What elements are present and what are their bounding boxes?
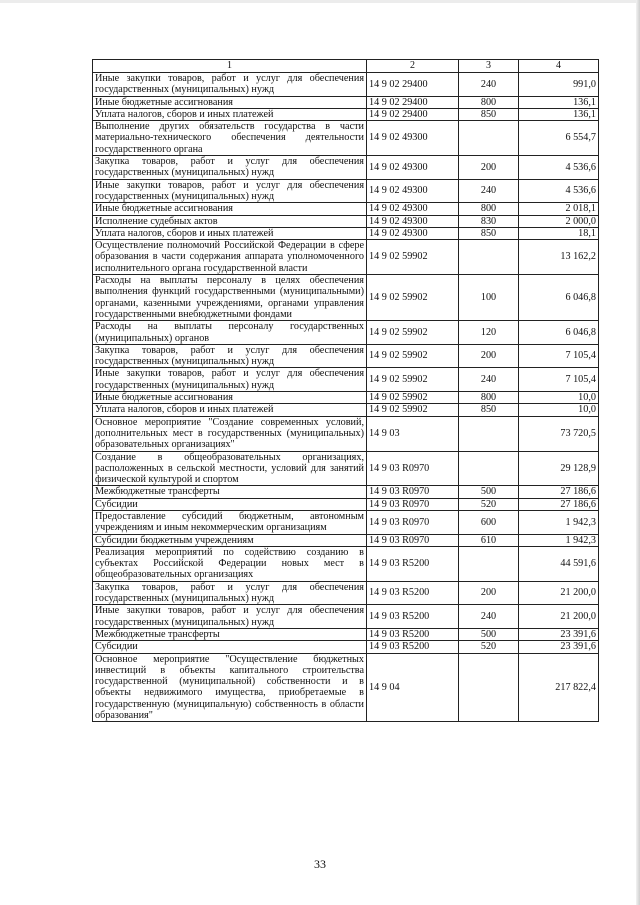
row-code-cell: 14 9 03 R0970 [367,534,459,546]
row-name-cell: Уплата налогов, сборов и иных платежей [93,108,367,120]
row-name-cell: Исполнение судебных актов [93,215,367,227]
row-code-cell: 14 9 02 59902 [367,321,459,345]
row-type-cell: 240 [459,605,519,629]
row-type-cell: 600 [459,510,519,534]
table-row [93,156,599,180]
row-name-cell: Субсидии [93,498,367,510]
table-row [93,628,599,640]
row-code-cell: 14 9 03 R0970 [367,451,459,486]
row-name-cell: Реализация мероприятий по содействию созданию в субъектах Российской Федерации новых мест в общеобразовательных организациях [93,546,367,581]
column-header: 2 [367,60,459,73]
row-code-cell: 14 9 03 R5200 [367,581,459,605]
table-row [93,203,599,215]
row-code-cell: 14 9 02 59902 [367,404,459,416]
table-row [93,510,599,534]
row-type-cell [459,653,519,722]
row-type-cell [459,121,519,156]
row-sum-cell: 6 046,8 [519,321,599,345]
row-code-cell: 14 9 03 R5200 [367,605,459,629]
row-type-cell: 520 [459,641,519,653]
row-code-cell: 14 9 03 R5200 [367,628,459,640]
row-type-cell: 830 [459,215,519,227]
table-row [93,498,599,510]
page-number: 33 [314,857,326,871]
row-sum-cell: 1 942,3 [519,534,599,546]
row-name-cell: Иные закупки товаров, работ и услуг для обеспечения государственных (муниципальных) нужд [93,179,367,203]
row-name-cell: Субсидии бюджетным учреждениям [93,534,367,546]
table-row [93,451,599,486]
row-type-cell: 610 [459,534,519,546]
row-code-cell: 14 9 02 49300 [367,156,459,180]
table-row [93,368,599,392]
row-code-cell: 14 9 02 49300 [367,227,459,239]
row-code-cell: 14 9 02 29400 [367,96,459,108]
table-row [93,275,599,321]
row-sum-cell: 2 000,0 [519,215,599,227]
row-sum-cell: 73 720,5 [519,416,599,451]
table-row [93,240,599,275]
table-row [93,416,599,451]
row-type-cell: 520 [459,498,519,510]
table-row [93,605,599,629]
row-type-cell [459,416,519,451]
table-row [93,546,599,581]
row-sum-cell: 7 105,4 [519,344,599,368]
row-code-cell: 14 9 03 R0970 [367,510,459,534]
row-name-cell: Иные бюджетные ассигнования [93,96,367,108]
row-code-cell: 14 9 02 49300 [367,179,459,203]
row-code-cell: 14 9 03 R5200 [367,641,459,653]
row-type-cell: 850 [459,404,519,416]
row-sum-cell: 44 591,6 [519,546,599,581]
row-name-cell: Межбюджетные трансферты [93,628,367,640]
row-name-cell: Иные закупки товаров, работ и услуг для обеспечения государственных (муниципальных) нужд [93,605,367,629]
row-code-cell: 14 9 02 29400 [367,73,459,97]
row-name-cell: Предоставление субсидий бюджетным, автономным учреждениям и иным некоммерческим организациям [93,510,367,534]
row-code-cell: 14 9 02 59902 [367,344,459,368]
row-name-cell: Субсидии [93,641,367,653]
row-sum-cell: 4 536,6 [519,179,599,203]
row-code-cell: 14 9 02 59902 [367,392,459,404]
row-type-cell [459,451,519,486]
row-code-cell: 14 9 04 [367,653,459,722]
row-code-cell: 14 9 02 49300 [367,121,459,156]
row-code-cell: 14 9 02 49300 [367,203,459,215]
row-name-cell: Иные закупки товаров, работ и услуг для обеспечения государственных (муниципальных) нужд [93,368,367,392]
row-type-cell: 100 [459,275,519,321]
row-name-cell: Выполнение других обязательств государства в части материально-технического обеспечения деятельности государственного органа [93,121,367,156]
row-type-cell: 200 [459,581,519,605]
row-type-cell: 800 [459,392,519,404]
row-sum-cell: 23 391,6 [519,641,599,653]
row-name-cell: Иные бюджетные ассигнования [93,392,367,404]
table-row [93,96,599,108]
row-code-cell: 14 9 02 49300 [367,215,459,227]
row-code-cell: 14 9 02 59902 [367,368,459,392]
budget-table-body [93,60,599,722]
table-row [93,121,599,156]
row-type-cell: 120 [459,321,519,345]
table-row [93,73,599,97]
table-row [93,321,599,345]
row-sum-cell: 10,0 [519,392,599,404]
table-row [93,392,599,404]
row-name-cell: Основное мероприятие "Создание современных условий, дополнительных мест в государственных (муниципальных) образовательных организациях" [93,416,367,451]
row-sum-cell: 13 162,2 [519,240,599,275]
row-type-cell: 240 [459,368,519,392]
row-sum-cell: 7 105,4 [519,368,599,392]
scan-top-edge [0,0,640,3]
row-name-cell: Закупка товаров, работ и услуг для обеспечения государственных (муниципальных) нужд [93,344,367,368]
row-code-cell: 14 9 03 R5200 [367,546,459,581]
row-type-cell: 200 [459,156,519,180]
row-name-cell: Закупка товаров, работ и услуг для обеспечения государственных (муниципальных) нужд [93,581,367,605]
row-name-cell: Иные закупки товаров, работ и услуг для обеспечения государственных (муниципальных) нужд [93,73,367,97]
table-row [93,404,599,416]
row-code-cell: 14 9 03 R0970 [367,486,459,498]
table-header-row [93,60,599,73]
row-name-cell: Закупка товаров, работ и услуг для обеспечения государственных (муниципальных) нужд [93,156,367,180]
row-name-cell: Расходы на выплаты персоналу в целях обеспечения выполнения функций государственными (муниципальными) органами, казенными учреждениями, органами управления государственными внебюджетными фондами [93,275,367,321]
row-type-cell: 240 [459,73,519,97]
row-sum-cell: 6 554,7 [519,121,599,156]
row-type-cell: 500 [459,486,519,498]
row-sum-cell: 23 391,6 [519,628,599,640]
row-sum-cell: 29 128,9 [519,451,599,486]
row-sum-cell: 6 046,8 [519,275,599,321]
row-name-cell: Уплата налогов, сборов и иных платежей [93,404,367,416]
table-row [93,179,599,203]
row-sum-cell: 2 018,1 [519,203,599,215]
budget-table [92,59,599,722]
row-type-cell [459,240,519,275]
table-row [93,486,599,498]
row-sum-cell: 136,1 [519,108,599,120]
table-row [93,227,599,239]
row-name-cell: Уплата налогов, сборов и иных платежей [93,227,367,239]
row-sum-cell: 21 200,0 [519,581,599,605]
row-sum-cell: 136,1 [519,96,599,108]
row-sum-cell: 10,0 [519,404,599,416]
row-type-cell: 500 [459,628,519,640]
row-sum-cell: 217 822,4 [519,653,599,722]
row-name-cell: Осуществление полномочий Российской Федерации в сфере образования в части содержания аппарата уполномоченного исполнительного органа государственной власти [93,240,367,275]
row-sum-cell: 1 942,3 [519,510,599,534]
table-row [93,641,599,653]
table-row [93,534,599,546]
row-code-cell: 14 9 03 R0970 [367,498,459,510]
row-code-cell: 14 9 02 59902 [367,275,459,321]
row-name-cell: Иные бюджетные ассигнования [93,203,367,215]
table-row [93,653,599,722]
row-type-cell: 800 [459,203,519,215]
row-code-cell: 14 9 02 59902 [367,240,459,275]
row-name-cell: Межбюджетные трансферты [93,486,367,498]
row-type-cell: 200 [459,344,519,368]
column-header: 1 [93,60,367,73]
row-sum-cell: 4 536,6 [519,156,599,180]
row-name-cell: Основное мероприятие "Осуществление бюджетных инвестиций в объекты капитального строительства государственной (муниципальной) собственности и в объекты недвижимого имущества, приобретаемые в государственную (муниципальную) собственность в области образования" [93,653,367,722]
row-name-cell: Расходы на выплаты персоналу государственных (муниципальных) органов [93,321,367,345]
row-type-cell: 850 [459,227,519,239]
table-row [93,344,599,368]
row-type-cell [459,546,519,581]
row-sum-cell: 18,1 [519,227,599,239]
scan-right-edge [636,0,640,905]
row-type-cell: 800 [459,96,519,108]
row-sum-cell: 991,0 [519,73,599,97]
row-code-cell: 14 9 03 [367,416,459,451]
column-header: 4 [519,60,599,73]
row-type-cell: 240 [459,179,519,203]
table-row [93,581,599,605]
row-sum-cell: 27 186,6 [519,486,599,498]
row-code-cell: 14 9 02 29400 [367,108,459,120]
table-row [93,215,599,227]
column-header: 3 [459,60,519,73]
row-name-cell: Создание в общеобразовательных организациях, расположенных в сельской местности, условий для занятий физической культурой и спортом [93,451,367,486]
row-sum-cell: 27 186,6 [519,498,599,510]
table-row [93,108,599,120]
row-sum-cell: 21 200,0 [519,605,599,629]
row-type-cell: 850 [459,108,519,120]
